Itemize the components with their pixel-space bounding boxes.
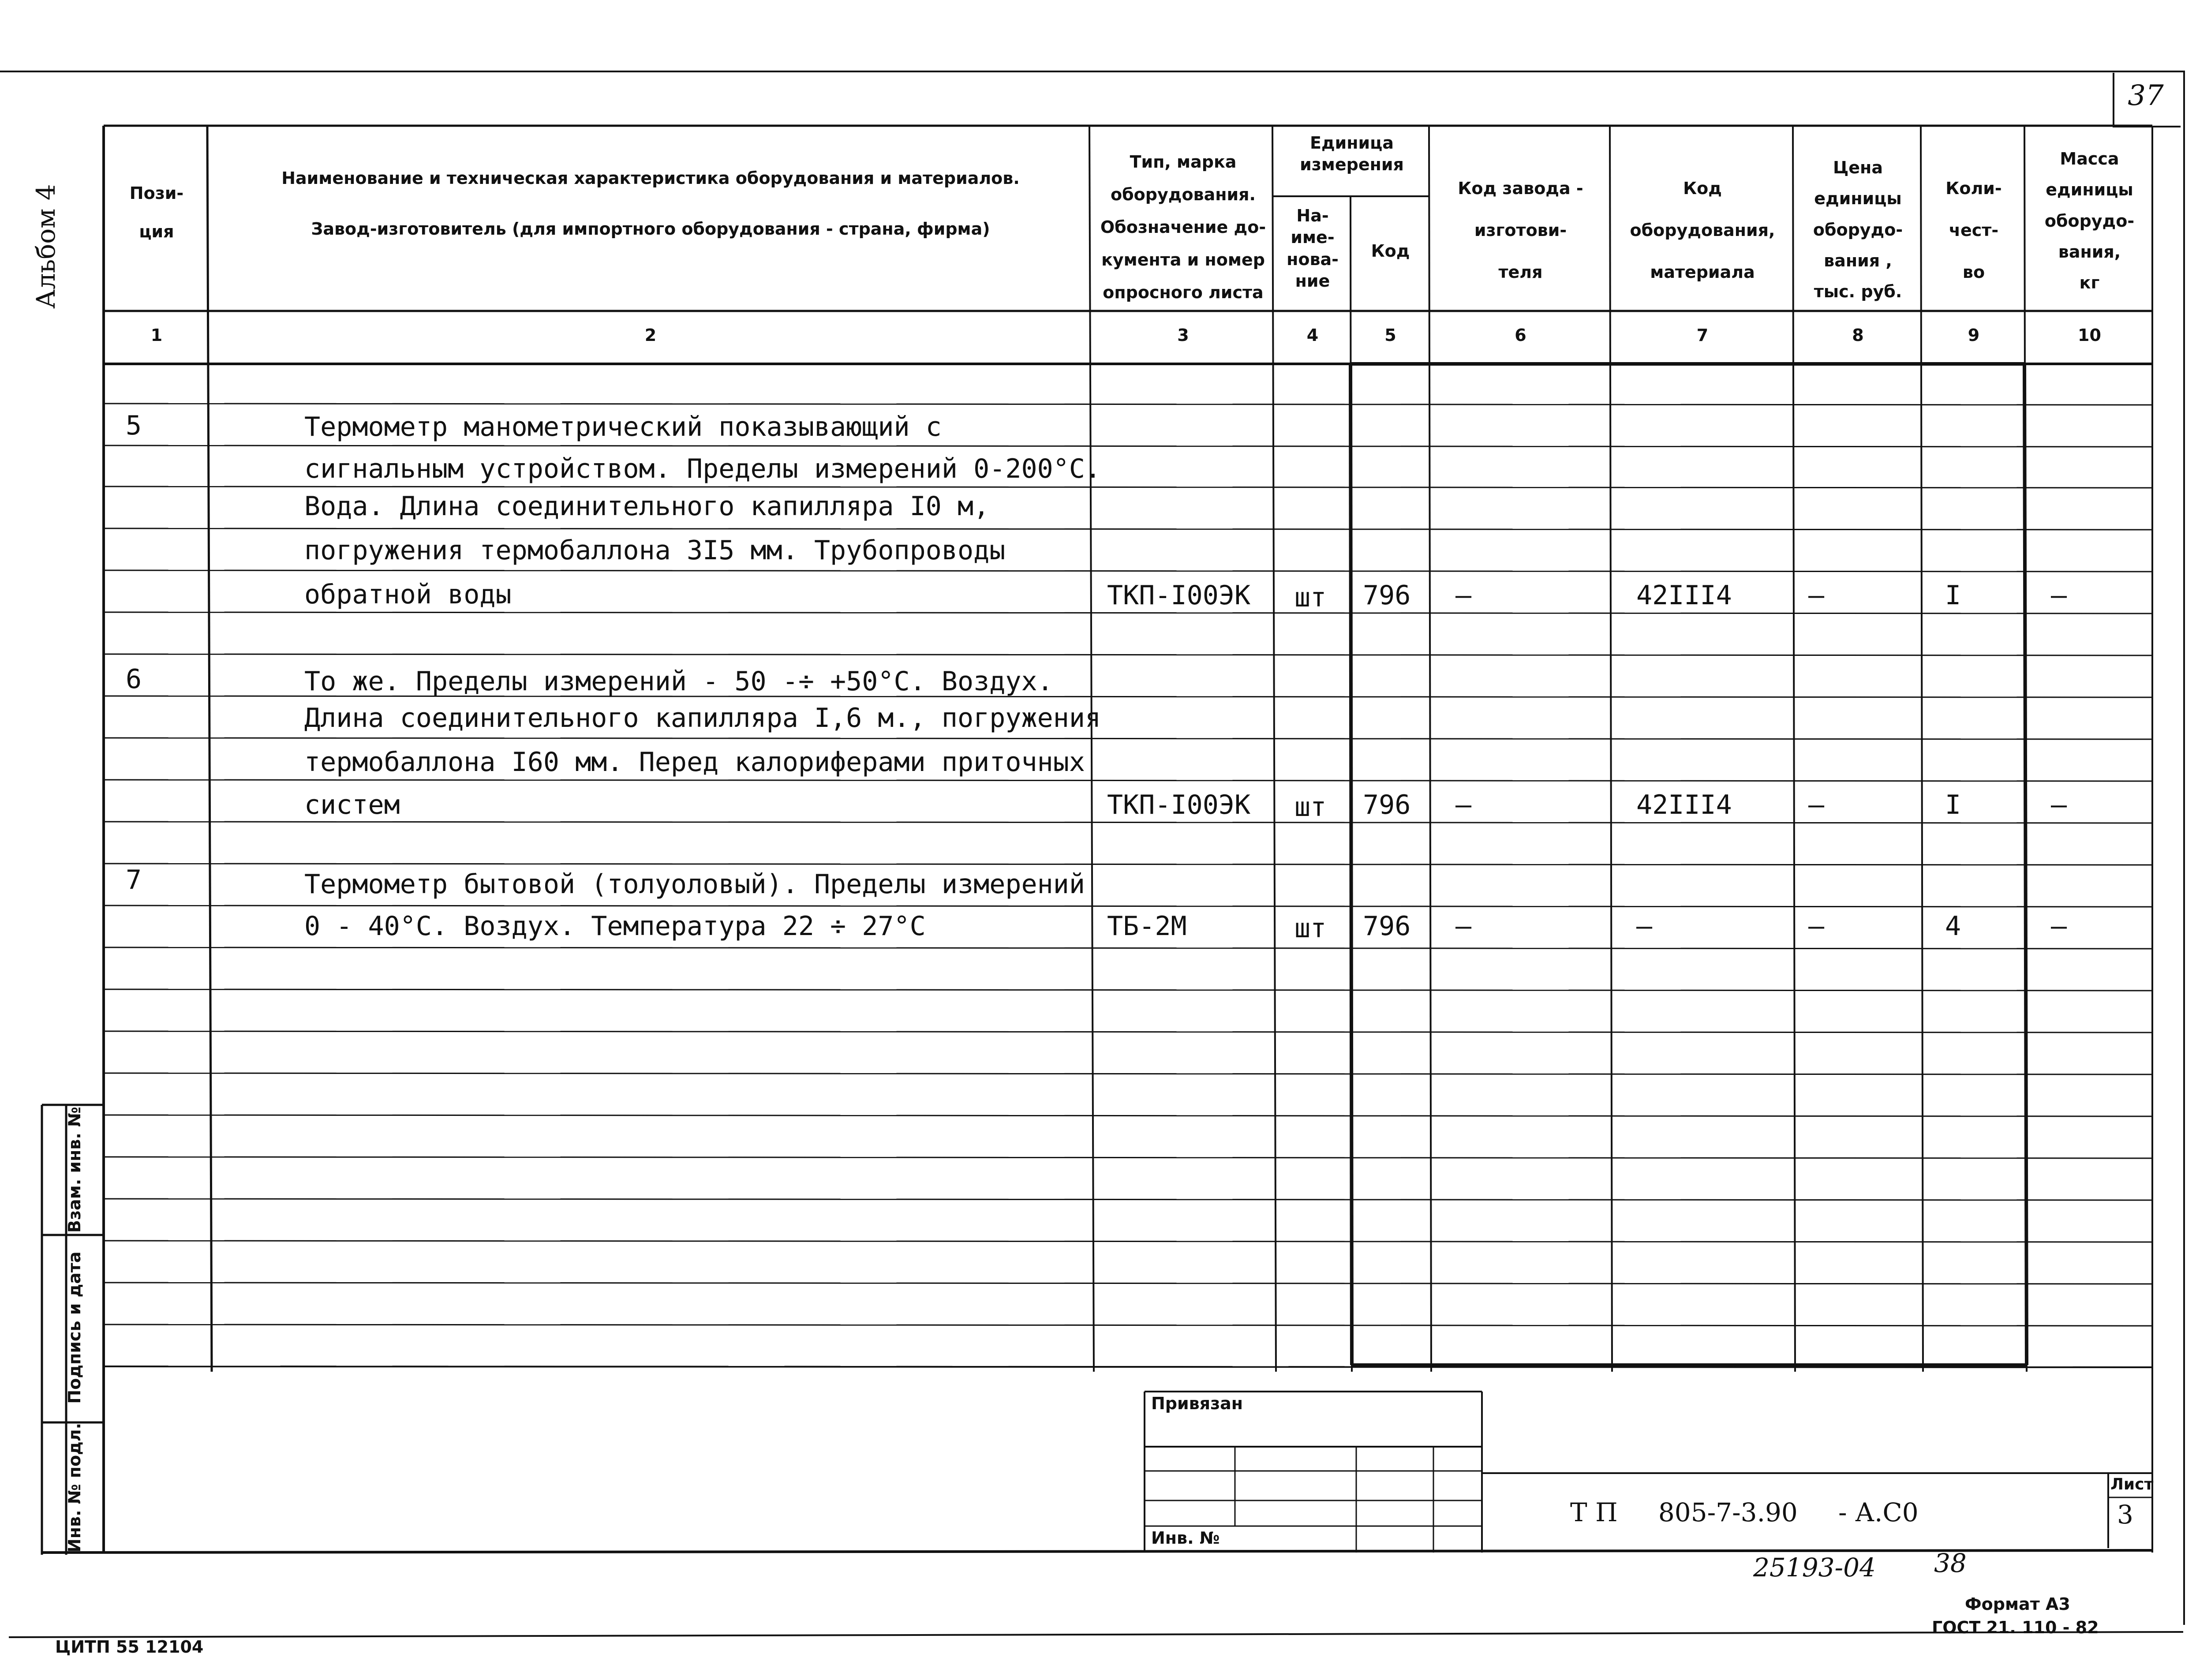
item-mass: –	[2051, 911, 2067, 942]
item-equipment-code: –	[1636, 911, 1653, 942]
item-unit: шт	[1294, 582, 1327, 613]
header-unit-name: На- име- нова- ние	[1287, 206, 1339, 291]
col-number: 5	[1384, 326, 1396, 345]
item-description-line: Длина соединительного капилляра I,6 м., погружения	[304, 703, 1101, 733]
item-quantity: I	[1945, 580, 1961, 611]
item-unit: шт	[1294, 913, 1327, 944]
header-position: Пози- ция	[129, 183, 184, 242]
citp-label: ЦИТП 55 12104	[55, 1637, 204, 1657]
item-unit: шт	[1294, 792, 1327, 823]
item-price: –	[1808, 911, 1825, 942]
gost-label: ГОСТ 21. 110 - 82	[1932, 1618, 2099, 1637]
album-label: Альбом 4	[31, 184, 61, 309]
item-mass: –	[2051, 580, 2067, 611]
item-factory-code: –	[1455, 580, 1472, 611]
col-number: 1	[150, 326, 163, 345]
document-code: Т П 805-7-3.90 - А.С0	[1570, 1497, 1919, 1527]
item-type: ТКП-I00ЭК	[1107, 580, 1251, 611]
stamp-inv-podl: Инв. № подл.	[65, 1422, 84, 1553]
col-number: 7	[1696, 326, 1709, 345]
item-equipment-code: 42III4	[1636, 580, 1732, 611]
item-position: 6	[126, 664, 142, 695]
header-price: Цена единицы оборудо- вания , тыс. руб.	[1813, 158, 1903, 302]
header-name-line2: Завод-изготовитель (для импортного оборудования - страна, фирма)	[311, 219, 990, 239]
item-description-line: обратной воды	[304, 579, 512, 610]
header-unit-code: Код	[1371, 241, 1410, 261]
col-number: 2	[644, 326, 657, 345]
header-unit-group: Единица измерения	[1300, 133, 1404, 175]
item-unit-code: 796	[1363, 911, 1411, 942]
header-mass: Масса единицы оборудо- вания, кг	[2044, 149, 2135, 293]
col-number: 6	[1515, 326, 1526, 345]
item-quantity: 4	[1945, 911, 1961, 942]
item-description-line: То же. Пределы измерений - 50 -÷ +50°С. Воздух.	[304, 666, 1053, 697]
item-description-line: Термометр бытовой (толуоловый). Пределы измерений	[304, 869, 1085, 900]
item-type: ТБ-2М	[1107, 911, 1187, 942]
inv-no-label: Инв. №	[1151, 1528, 1220, 1548]
header-equipment-code: Код оборудования, материала	[1630, 179, 1775, 282]
list-label: Лист	[2110, 1475, 2154, 1493]
item-unit-code: 796	[1363, 580, 1411, 611]
item-description-line: Вода. Длина соединительного капилляра I0 м,	[304, 491, 990, 522]
col-number: 9	[1968, 326, 1980, 345]
item-description-line: погружения термобаллона 3I5 мм. Трубопроводы	[304, 535, 1006, 566]
header-factory-code: Код завода - изготови- теля	[1458, 179, 1583, 282]
header-quantity: Коли- чест- во	[1945, 179, 2002, 282]
item-description-line: Термометр манометрический показывающий с	[304, 412, 942, 442]
col-number: 4	[1306, 326, 1319, 345]
header-name-line1: Наименование и техническая характеристика оборудования и материалов.	[281, 168, 1020, 188]
handwritten-number: 25193-04	[1753, 1553, 1876, 1583]
stamp-podpis-data: Подпись и дата	[65, 1251, 84, 1404]
privyazan-label: Привязан	[1151, 1394, 1243, 1413]
stamp-vzam-inv: Взам. инв. №	[65, 1107, 84, 1233]
item-description-line: термобаллона I60 мм. Перед калориферами приточных	[304, 747, 1085, 778]
item-factory-code: –	[1455, 789, 1472, 820]
sheet-number-top: 37	[2128, 79, 2164, 112]
item-factory-code: –	[1455, 911, 1472, 942]
item-price: –	[1808, 789, 1825, 820]
header-type: Тип, марка оборудования. Обозначение до- кумента и номер опросного листа	[1100, 152, 1266, 303]
item-description-line: систем	[304, 789, 400, 820]
format-label: Формат А3	[1965, 1594, 2070, 1614]
item-position: 7	[126, 864, 142, 895]
col-number: 3	[1177, 326, 1189, 345]
item-mass: –	[2051, 789, 2067, 820]
col-number: 10	[2078, 326, 2101, 345]
item-description-line: 0 - 40°С. Воздух. Температура 22 ÷ 27°С	[304, 911, 926, 942]
item-type: ТКП-I00ЭК	[1107, 789, 1251, 820]
item-unit-code: 796	[1363, 789, 1411, 820]
item-description-line: сигнальным устройством. Пределы измерений 0-200°С.	[304, 453, 1101, 484]
col-number: 8	[1852, 326, 1864, 345]
item-position: 5	[126, 410, 142, 441]
list-number: 3	[2117, 1500, 2133, 1530]
item-price: –	[1808, 580, 1825, 611]
item-equipment-code: 42III4	[1636, 789, 1732, 820]
item-quantity: I	[1945, 789, 1961, 820]
handwritten-sheet: 38	[1934, 1548, 1967, 1578]
